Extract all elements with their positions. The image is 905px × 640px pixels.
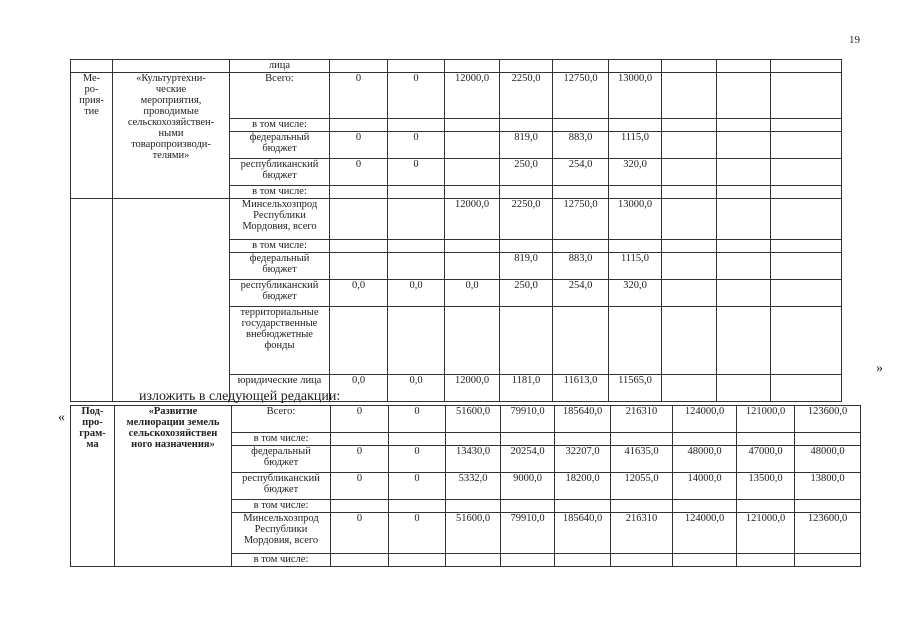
value-cell (771, 240, 842, 253)
value-cell (331, 500, 389, 513)
value-cell: 819,0 (500, 253, 553, 280)
value-cell: 216310 (611, 513, 673, 554)
value-cell: 0 (331, 473, 389, 500)
value-cell (330, 186, 388, 199)
value-cell: 79910,0 (501, 513, 555, 554)
empty-cell (500, 60, 553, 73)
value-cell: 883,0 (553, 253, 609, 280)
value-cell: 51600,0 (446, 406, 501, 433)
value-cell (445, 159, 500, 186)
amendment-caption: изложить в следующей редакции: (139, 389, 341, 404)
value-cell: 0 (331, 406, 389, 433)
value-cell (388, 186, 445, 199)
value-cell (771, 307, 842, 375)
value-cell (553, 240, 609, 253)
row-label: в том числе: (232, 554, 331, 567)
value-cell (388, 307, 445, 375)
value-cell (662, 375, 717, 402)
opening-quote: « (58, 410, 65, 425)
value-cell (771, 199, 842, 240)
value-cell (553, 119, 609, 132)
value-cell (717, 240, 771, 253)
row-label: Всего: (230, 73, 330, 119)
value-cell: 0 (388, 132, 445, 159)
value-cell (388, 240, 445, 253)
value-cell: 123600,0 (795, 406, 861, 433)
value-cell (389, 500, 446, 513)
value-cell: 254,0 (553, 280, 609, 307)
value-cell: 124000,0 (673, 513, 737, 554)
empty-cell (71, 60, 113, 73)
value-cell (771, 159, 842, 186)
table-row (71, 73, 842, 119)
value-cell: 20254,0 (501, 446, 555, 473)
value-cell: 0 (331, 446, 389, 473)
value-cell (662, 73, 717, 119)
value-cell: 819,0 (500, 132, 553, 159)
table-row (71, 199, 842, 240)
value-cell (501, 433, 555, 446)
value-cell (611, 433, 673, 446)
value-cell: 1115,0 (609, 132, 662, 159)
value-cell: 121000,0 (737, 513, 795, 554)
value-cell (500, 240, 553, 253)
value-cell: 0 (389, 446, 446, 473)
value-cell (737, 554, 795, 567)
value-cell: 0,0 (330, 280, 388, 307)
value-cell: 0 (330, 132, 388, 159)
value-cell (611, 500, 673, 513)
value-cell: 185640,0 (555, 406, 611, 433)
value-cell (389, 554, 446, 567)
value-cell (389, 433, 446, 446)
value-cell (771, 253, 842, 280)
value-cell: 13430,0 (446, 446, 501, 473)
table-row (71, 406, 861, 433)
value-cell (737, 433, 795, 446)
row-label: Минсельхозпрод Республики Мордовия, всего (232, 513, 331, 554)
value-cell (662, 307, 717, 375)
row-label: федеральный бюджет (230, 253, 330, 280)
value-cell: 0 (388, 73, 445, 119)
value-cell (771, 132, 842, 159)
value-cell (445, 186, 500, 199)
value-cell (446, 433, 501, 446)
value-cell (662, 159, 717, 186)
value-cell (553, 307, 609, 375)
value-cell: 41635,0 (611, 446, 673, 473)
row-label: территориальные государственные внебюджетные фонды (230, 307, 330, 375)
value-cell (737, 500, 795, 513)
value-cell (717, 199, 771, 240)
row-label: в том числе: (230, 240, 330, 253)
value-cell: 32207,0 (555, 446, 611, 473)
value-cell (717, 375, 771, 402)
value-cell (662, 132, 717, 159)
value-cell (445, 307, 500, 375)
value-cell (609, 119, 662, 132)
value-cell (330, 240, 388, 253)
value-cell: 9000,0 (501, 473, 555, 500)
value-cell (771, 73, 842, 119)
value-cell (388, 199, 445, 240)
value-cell: 12000,0 (445, 375, 500, 402)
empty-cell (717, 60, 771, 73)
value-cell (555, 500, 611, 513)
value-cell: 254,0 (553, 159, 609, 186)
value-cell (500, 307, 553, 375)
value-cell: 1115,0 (609, 253, 662, 280)
value-cell (388, 119, 445, 132)
value-cell: 11565,0 (609, 375, 662, 402)
empty-cell (330, 60, 388, 73)
value-cell: 12750,0 (553, 199, 609, 240)
empty-cell (113, 60, 230, 73)
value-cell: 123600,0 (795, 513, 861, 554)
row-label: юридические лица (230, 375, 330, 402)
row-label: в том числе: (230, 119, 330, 132)
value-cell (673, 433, 737, 446)
row-label: федеральный бюджет (232, 446, 331, 473)
value-cell: 14000,0 (673, 473, 737, 500)
value-cell (500, 186, 553, 199)
value-cell (662, 253, 717, 280)
value-cell (673, 554, 737, 567)
value-cell (445, 132, 500, 159)
value-cell: 320,0 (609, 159, 662, 186)
value-cell (445, 253, 500, 280)
value-cell: 320,0 (609, 280, 662, 307)
value-cell (500, 119, 553, 132)
value-cell: 13000,0 (609, 73, 662, 119)
value-cell: 48000,0 (673, 446, 737, 473)
row-label: в том числе: (232, 500, 331, 513)
value-cell (388, 253, 445, 280)
value-cell: 13800,0 (795, 473, 861, 500)
empty-cell (771, 60, 842, 73)
row-label: в том числе: (232, 433, 331, 446)
row-label: республиканский бюджет (230, 159, 330, 186)
empty-cell (553, 60, 609, 73)
row-label: республиканский бюджет (230, 280, 330, 307)
value-cell: 250,0 (500, 280, 553, 307)
value-cell (501, 554, 555, 567)
value-cell: 0 (389, 406, 446, 433)
value-cell: 0,0 (388, 280, 445, 307)
value-cell (553, 186, 609, 199)
value-cell (771, 119, 842, 132)
value-cell: 12000,0 (445, 199, 500, 240)
page-number: 19 (849, 34, 860, 46)
row-label: Всего: (232, 406, 331, 433)
value-cell (717, 73, 771, 119)
value-cell: 2250,0 (500, 199, 553, 240)
value-cell (611, 554, 673, 567)
empty-cell (445, 60, 500, 73)
value-cell (555, 554, 611, 567)
value-cell: 0 (331, 513, 389, 554)
value-cell (717, 159, 771, 186)
value-cell (446, 554, 501, 567)
value-cell: 0,0 (388, 375, 445, 402)
value-cell (662, 199, 717, 240)
value-cell (331, 433, 389, 446)
value-cell: 0 (389, 513, 446, 554)
value-cell (445, 240, 500, 253)
value-cell (555, 433, 611, 446)
budget-table-subprogram (70, 405, 861, 567)
value-cell: 51600,0 (446, 513, 501, 554)
value-cell (662, 119, 717, 132)
value-cell (330, 307, 388, 375)
value-cell (795, 554, 861, 567)
row-label: республиканский бюджет (232, 473, 331, 500)
budget-table-activity (70, 59, 842, 402)
value-cell (662, 280, 717, 307)
value-cell (795, 500, 861, 513)
value-cell (717, 307, 771, 375)
value-cell (445, 119, 500, 132)
empty-cell (113, 199, 230, 402)
value-cell: 1181,0 (500, 375, 553, 402)
measure-type-label: Ме- ро- прия- тие (71, 73, 113, 199)
value-cell: 13000,0 (609, 199, 662, 240)
value-cell: 12055,0 (611, 473, 673, 500)
value-cell (717, 280, 771, 307)
value-cell (609, 307, 662, 375)
row-label: лица (230, 60, 330, 73)
value-cell: 5332,0 (446, 473, 501, 500)
value-cell: 2250,0 (500, 73, 553, 119)
value-cell (609, 240, 662, 253)
value-cell (331, 554, 389, 567)
value-cell: 0,0 (445, 280, 500, 307)
value-cell: 13500,0 (737, 473, 795, 500)
row-label: федеральный бюджет (230, 132, 330, 159)
measure-name: «Культуртехни- ческие мероприятия, проводимые сельскохозяйствен- ными товаропроизводи- телями» (113, 73, 230, 199)
closing-quote: » (876, 361, 883, 376)
value-cell (330, 199, 388, 240)
subprogram-name: «Развитие мелиорации земель сельскохозяйствен ного назначения» (115, 406, 232, 567)
value-cell (501, 500, 555, 513)
value-cell: 12000,0 (445, 73, 500, 119)
value-cell: 0 (389, 473, 446, 500)
value-cell: 124000,0 (673, 406, 737, 433)
row-label: Минсельхозпрод Республики Мордовия, всего (230, 199, 330, 240)
row-label: в том числе: (230, 186, 330, 199)
value-cell (717, 253, 771, 280)
value-cell (446, 500, 501, 513)
value-cell (771, 186, 842, 199)
empty-cell (662, 60, 717, 73)
value-cell (717, 186, 771, 199)
value-cell: 18200,0 (555, 473, 611, 500)
value-cell: 0,0 (330, 375, 388, 402)
value-cell: 185640,0 (555, 513, 611, 554)
value-cell: 883,0 (553, 132, 609, 159)
value-cell (662, 186, 717, 199)
empty-cell (71, 199, 113, 402)
empty-cell (388, 60, 445, 73)
value-cell (609, 186, 662, 199)
value-cell (330, 253, 388, 280)
empty-cell (609, 60, 662, 73)
value-cell: 216310 (611, 406, 673, 433)
value-cell: 0 (330, 73, 388, 119)
value-cell (673, 500, 737, 513)
value-cell (771, 375, 842, 402)
value-cell (717, 132, 771, 159)
value-cell: 250,0 (500, 159, 553, 186)
value-cell (771, 280, 842, 307)
subprogram-label: Под- про- грам- ма (71, 406, 115, 567)
value-cell: 11613,0 (553, 375, 609, 402)
value-cell (795, 433, 861, 446)
value-cell (662, 240, 717, 253)
value-cell: 0 (388, 159, 445, 186)
value-cell (330, 119, 388, 132)
value-cell: 0 (330, 159, 388, 186)
value-cell (717, 119, 771, 132)
value-cell: 48000,0 (795, 446, 861, 473)
value-cell: 12750,0 (553, 73, 609, 119)
value-cell: 121000,0 (737, 406, 795, 433)
value-cell: 79910,0 (501, 406, 555, 433)
value-cell: 47000,0 (737, 446, 795, 473)
